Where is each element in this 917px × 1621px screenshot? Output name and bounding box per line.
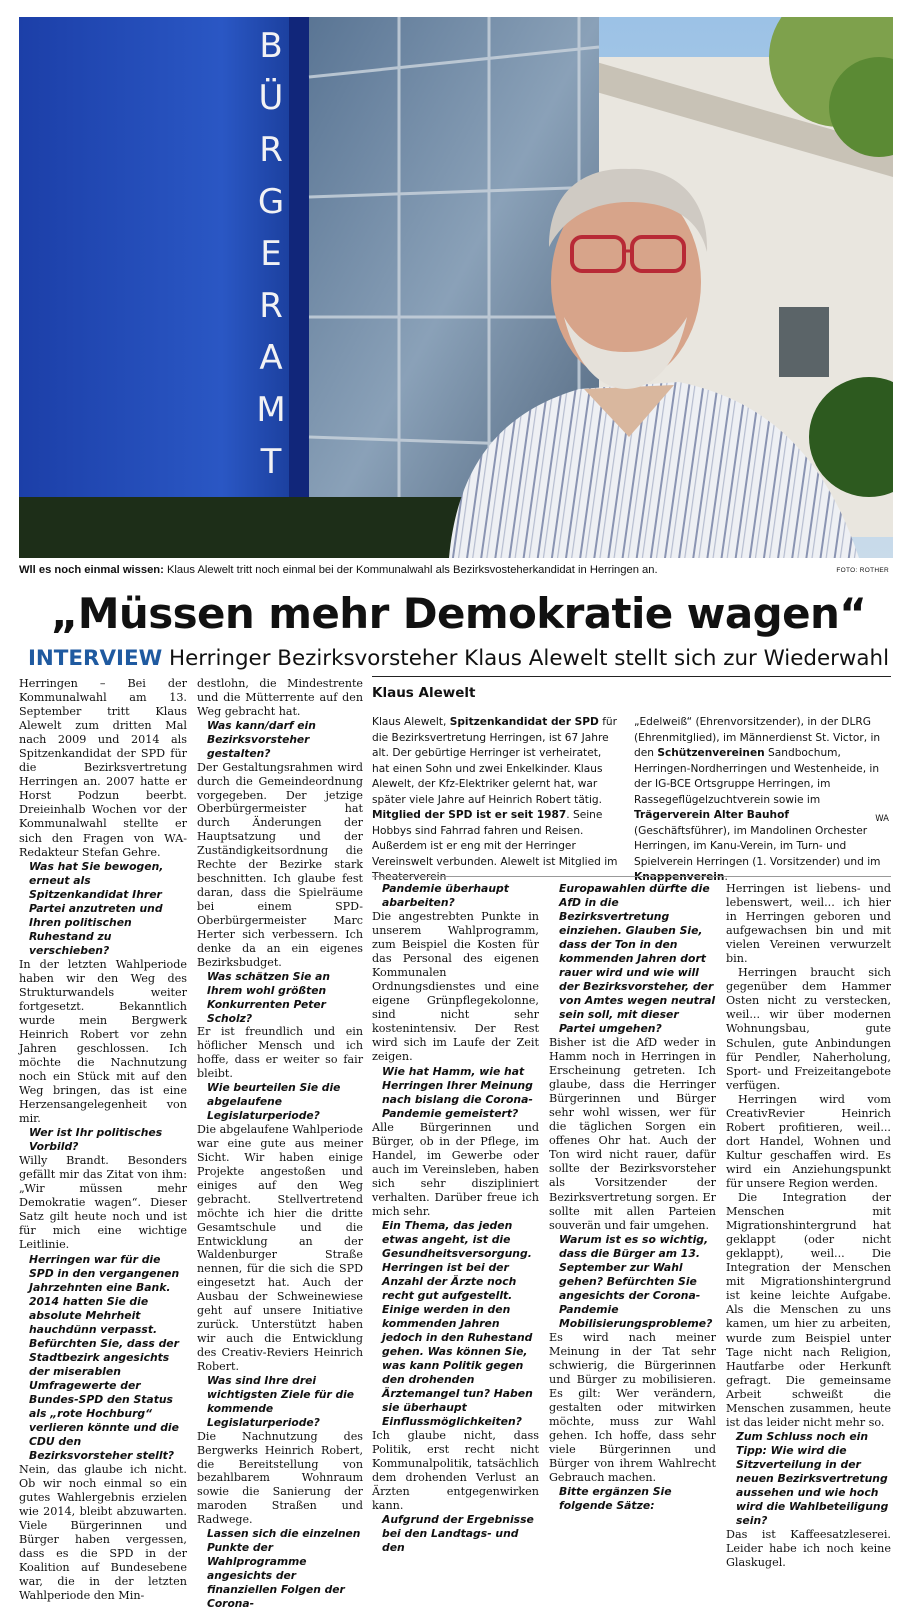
article-column-2 [197, 677, 363, 1611]
profile-highlight: Knappenverein [634, 871, 725, 883]
interview-answer: Der Gestaltungsrahmen wird durch die Gemeindeordnung vorgegeben. Der jetzige Oberbürgermeister hat durch Änderungen der Hauptsatzung und der Zuständigkeitsordnung die Rechte der Bezirke stark beschnitten. Ich glaube fest daran, dass die Spielräume bei einem SPD-Oberbürgermeister Marc Herter sich verbessern. Ich denke da an ein eigenes Bezirksbudget. [197, 760, 363, 969]
profile-text: . Seine Hobbys sind Fahrrad fahren und Reisen. Außerdem ist er eng mit der Herringer Vereinswelt verbunden. Alewelt ist Mitglied im Theaterverein [372, 809, 618, 883]
interview-answer: Bisher ist die AfD weder in Hamm noch in Herringen in Erscheinung getreten. Ich glaube, dass die Herringer Bürgerinnen und Bürger sehr wohl wissen, wer für die täglichen Sorgen ein offenes Ohr hat. Auch der Ton wird nicht rauer, dafür sollte der Bezirksvorsteher als Vorsitzender der Bezirksvertretung sorgen. Er sollte mit allen Parteien souverän und fair umgehen. [549, 1036, 716, 1232]
sign-letter: A [259, 338, 283, 378]
interview-answer: Die Integration der Menschen mit Migrationshintergrund hat geklappt (oder nicht geklappt), weil... Die Integration der Menschen mit Migrationshintergrund ist keine leichte Aufgabe. Als die Menschen zu uns kamen, um hier zu arbeiten, wurde zum Beispiel unter Tage nicht nach Religion, Hautfarbe oder Herkunft gefragt. Die gemeinsame Arbeit schweißt die Menschen zusammen, heute ist das leider nicht mehr so. [726, 1191, 891, 1429]
profile-title: Klaus Alewelt [372, 685, 476, 701]
profile-highlight: Trägerverein Alter Bauhof [634, 809, 789, 821]
interview-question: Wie beurteilen Sie die abgelaufene Legislaturperiode? [207, 1081, 341, 1123]
profile-text-right [634, 715, 884, 886]
interview-answer: In der letzten Wahlperiode haben wir den Weg des Strukturwandels weiter fortgesetzt. Bekanntlich wurde mein Bergwerk Heinrich Robert vor zehn Jahren geschlossen. Ich möchte die Nachnutzung noch ein Stück mit auf den Weg bringen, das ist eine Herzensangelegenheit von mir. [19, 957, 187, 1126]
profile-text-left [372, 715, 620, 886]
profile-highlight: Spitzenkandidat der SPD [449, 716, 599, 728]
profile-text: . [724, 871, 728, 883]
sign-letter: R [259, 286, 283, 326]
profile-text: Sandbochum, Herringen-Nordherringen und Westenheide, in der IG-BCE Ortsgruppe Herringen, im Rassegeflügelzuchtverein sowie im [634, 747, 880, 806]
profile-text: Klaus Alewelt, [372, 716, 450, 728]
interview-answer: Nein, das glaube ich nicht. Ob wir noch einmal so ein gutes Wahlergebnis erzielen wie 2014, bleibt abzuwarten. Viele Bürgerinnen und Bürger haben vergessen, dass es die SPD in der Koalition auf Bundesebene war, die in der letzten Wahlperiode den Min- [19, 1462, 187, 1602]
interview-answer: Alle Bürgerinnen und Bürger, ob in der Pflege, im Handel, im Gewerbe oder auch im Vereinsleben, haben sich sehr diszipliniert verhalten. Darüber freue ich mich sehr. [372, 1120, 539, 1218]
article-column-3 [372, 882, 539, 1555]
profile-highlight: Schützenvereinen [657, 747, 765, 759]
interview-question: Wie hat Hamm, wie hat Herringen Ihrer Meinung nach bislang die Corona-Pandemie gemeistert? [382, 1064, 533, 1120]
divider [372, 876, 891, 877]
interview-answer: Herringen braucht sich gegenüber dem Hammer Osten nicht zu verstecken, weil... wir über modernen Wohnungsbau, gute Schulen, gute Anbindungen für Pendler, Naherholung, Sport- und Freizeitangebote verfügen. [726, 966, 891, 1092]
sign-letters [256, 26, 285, 482]
article-column-4 [549, 882, 716, 1513]
interview-answer: destlohn, die Mindestrente und die Mütterrente auf den Weg gebracht hat. [197, 677, 363, 718]
photo-credit: FOTO: ROTHER [836, 567, 889, 574]
profile-text: „Edelweiß“ (Ehrenvorsitzender), in der DLRG (Ehrenmitglied), im Männerdienst St. Victor, in den [634, 716, 881, 759]
profile-paragraph [372, 715, 620, 886]
interview-question: Europawahlen dürfte die AfD in die Bezirksvertretung einziehen. Glauben Sie, dass der Ton in den kommenden Jahren dort rauer wird und wie will der Bezirksvorsteher, der von Amtes wegen neutral sein soll, mit dieser Partei umgehen? [559, 882, 716, 1035]
sign-letter: T [260, 442, 282, 482]
interview-question: Pandemie überhaupt abarbeiten? [382, 882, 509, 909]
caption-text: Klaus Alewelt tritt noch einmal bei der Kommunalwahl als Bezirksvosteherkandidat in Herringen an. [163, 564, 658, 576]
interview-question: Was kann/darf ein Bezirksvorsteher gestalten? [207, 718, 316, 760]
interview-answer: Das ist Kaffeesatzleserei. Leider habe ich noch keine Glaskugel. [726, 1527, 891, 1569]
photo-caption [19, 563, 893, 577]
interview-question: Bitte ergänzen Sie folgende Sätze: [559, 1485, 672, 1513]
interview-answer: Willy Brandt. Besonders gefällt mir das Zitat von ihm: „Wir müssen mehr Demokratie wagen“. Dieser Satz gilt heute noch und ist für mich eine wichtige Leitlinie. [19, 1154, 187, 1252]
sign-letter: G [257, 182, 285, 222]
article-photo [19, 17, 893, 558]
sign-letter: R [259, 130, 283, 170]
interview-answer: Es wird nach meiner Meinung in der Tat sehr schwierig, die Bürgerinnen und Bürger zu mobilisieren. Es gilt: Wer verändern, gestalten oder mitwirken möchte, muss zur Wahl gehen. Ich hoffe, dass sehr viele Bürgerinnen und Bürger von ihrem Wahlrecht Gebrauch machen. [549, 1330, 716, 1485]
interview-question: Was schätzen Sie an Ihrem wohl größten Konkurrenten Peter Scholz? [207, 969, 330, 1025]
profile-highlight: Mitglied der SPD ist er seit 1987 [372, 809, 567, 821]
interview-question: Wer ist Ihr politisches Vorbild? [29, 1126, 163, 1154]
photo-illustration [19, 17, 893, 558]
article-column-1 [19, 677, 187, 1603]
interview-answer: Herringen ist liebens- und lebenswert, weil... ich hier in Herringen geboren und aufgewachsen bin und mit vielen Vereinen verwurzelt bin. [726, 882, 891, 966]
profile-text: (Geschäftsführer), im Mandolinen Orchester Herringen, im Kanu-Verein, im Turn- und Spielverein Herringen (1. Vorsitzender) und im [634, 824, 881, 868]
interview-question: Warum ist es so wichtig, dass die Bürger am 13. September zur Wahl gehen? Befürchten Sie angesichts der Corona-Pandemie Mobilisierungsprobleme? [559, 1232, 713, 1330]
profile-signature: WA [875, 814, 889, 824]
interview-question: Lassen sich die einzelnen Punkte der Wahlprogramme angesichts der finanziellen Folgen der Corona- [207, 1527, 361, 1610]
profile-paragraph [634, 715, 884, 886]
interview-answer: Ich glaube nicht, dass Politik, erst recht nicht Kommunalpolitik, tatsächlich dem drohenden Verlust an Ärzten entgegenwirken kann. [372, 1428, 539, 1513]
caption-lead: Wll es noch einmal wissen: [19, 564, 164, 576]
interview-question: Ein Thema, das jeden etwas angeht, ist die Gesundheitsversorgung. Herringen ist bei der Anzahl der Ärzte noch recht gut aufgestellt. Einige werden in den kommenden Jahren jedoch in den Ruhestand gehen. Was können Sie, was kann Politik gegen den drohenden Ärztemangel tun? Haben sie überhaupt Einflussmöglichkeiten? [382, 1218, 533, 1428]
interview-question: Was sind Ihre drei wichtigsten Ziele für die kommende Legislaturperiode? [207, 1373, 355, 1429]
interview-question: Herringen war für die SPD in den vergangenen Jahrzehnten eine Bank. 2014 hatten Sie die absolute Mehrheit hauchdünn verpasst. Befürchten Sie, dass der Stadtbezirk angesichts der miserablen Umfragewerte der Bundes-SPD den Status als „rote Hochburg“ verlieren könnte und die CDU den Bezirksvorsteher stellt? [29, 1252, 180, 1462]
subheadline [0, 644, 917, 674]
sign-letter: E [260, 234, 282, 274]
interview-answer: Die abgelaufene Wahlperiode war eine gute aus meiner Sicht. Wir haben einige Projekte angestoßen und einiges auf den Weg gebracht. Stellvertretend möchte ich hier die dritte Gesamtschule und die Entwicklung an der Waldenburger Straße nennen, für die sich die SPD eingesetzt hat. Auch der Ausbau der Schweinewiese geht auf unsere Initiative zurück. Unterstützt haben wir auch die Entwicklung des Creativ-Reviers Heinrich Robert. [197, 1123, 363, 1373]
sign-letter: B [259, 26, 283, 66]
subheadline-text: Herringer Bezirksvorsteher Klaus Alewelt stellt sich zur Wiederwahl [162, 646, 890, 671]
interview-answer: Die angestrebten Punkte in unserem Wahlprogramm, zum Beispiel die Kosten für das Personal des eigenen Kommunalen Ordnungsdienstes und eine eigene Grünpflegekolonne, sind nicht sehr kostenintensiv. Der Rest wird sich im Laufe der Zeit zeigen. [372, 910, 539, 1064]
headline: „Müssen mehr Demokratie wagen“ [50, 589, 867, 638]
sign-letter: M [256, 390, 286, 430]
kicker: INTERVIEW [27, 646, 163, 671]
interview-answer: Er ist freundlich und ein höflicher Mensch und ich hoffe, dass er weiter so fair bleibt. [197, 1025, 363, 1081]
interview-answer: Die Nachnutzung des Bergwerks Heinrich Robert, die Bereitstellung von bezahlbarem Wohnraum sowie die Sanierung der maroden Straßen und Radwege. [197, 1429, 363, 1527]
interview-question: Zum Schluss noch ein Tipp: Wie wird die Sitzverteilung in der neuen Bezirksvertretung aussehen und wie hoch wird die Wahlbeteiligung sein? [736, 1429, 889, 1527]
interview-answer: Herringen wird vom CreativRevier Heinrich Robert profitieren, weil... dort Handel, Wohnen und Kultur geschaffen wird. Es wird ein Anziehungspunkt für unsere Region werden. [726, 1092, 891, 1190]
profile-text: für die Bezirksvertretung Herringen, ist 67 Jahre alt. Der gebürtige Herringer ist verheiratet, hat einen Sohn und zwei Enkelkinder. Klaus Alewelt, der Kfz-Elektriker gelernt hat, war später viele Jahre auf Heinrich Robert tätig. [372, 716, 617, 806]
interview-question: Was hat Sie bewogen, erneut als Spitzenkandidat Ihrer Partei anzutreten und Ihren politischen Ruhestand zu verschieben? [29, 859, 164, 957]
interview-question: Aufgrund der Ergebnisse bei den Landtags- und den [382, 1513, 534, 1555]
sign-letter: Ü [258, 78, 284, 118]
article-column-5 [726, 882, 891, 1570]
interview-answer: Herringen – Bei der Kommunalwahl am 13. September tritt Klaus Alewelt zum dritten Mal nach 2009 und 2014 als Spitzenkandidat der SPD für die Bezirksvertretung Herringen an. 2007 hatte er Horst Podzun beerbt. Dreieinhalb Wochen vor der Kommunalwahl stellte er sich den Fragen von WA-Redakteur Stefan Gehre. [19, 677, 187, 859]
profile-box [372, 676, 891, 883]
